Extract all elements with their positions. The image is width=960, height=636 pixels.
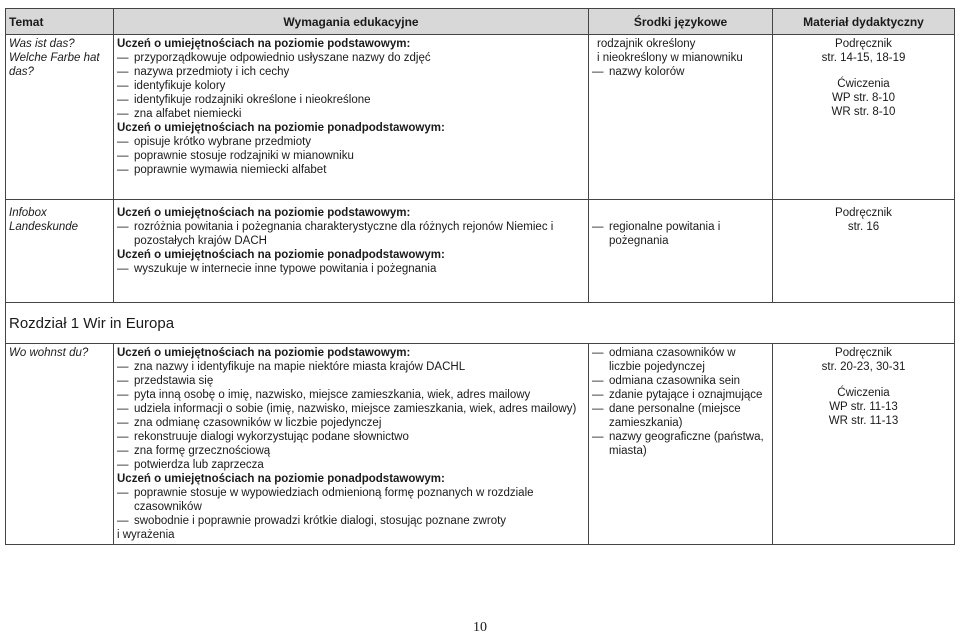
section-row: [6, 303, 955, 344]
exercises-label: Ćwiczenia: [837, 78, 890, 90]
list-item: — zna odmianę czasowników w liczbie pojedynczej: [117, 416, 585, 430]
topic-cell: [6, 35, 114, 200]
textbook-label: Podręcznik: [835, 207, 892, 219]
advanced-level-heading: Uczeń o umiejętnościach na poziomie ponadpodstawowym:: [117, 249, 445, 261]
list-item: — rozróżnia powitania i pożegnania charakterystyczne dla różnych rejonów Niemiec i pozostałych krajów DACH: [117, 220, 585, 248]
exercises-wp: WP str. 8-10: [831, 92, 896, 104]
header-materials: Materiał dydaktyczny: [773, 9, 955, 35]
exercises-wp: WP str. 11-13: [829, 401, 898, 413]
list-item: — udziela informacji o sobie (imię, nazwisko, miejsce zamieszkania, wiek, adres mailowy): [117, 402, 585, 416]
exercises-wr: WR str. 8-10: [831, 106, 896, 118]
list-item: — poprawnie wymawia niemiecki alfabet: [117, 163, 585, 177]
language-cell: [589, 344, 773, 545]
header-topic: Temat: [6, 9, 114, 35]
textbook-pages: str. 16: [847, 221, 880, 233]
basic-level-heading: Uczeń o umiejętnościach na poziomie podstawowym:: [117, 38, 411, 50]
topic-line: Infobox Landeskunde: [9, 207, 79, 233]
list-item: — wyszukuje w internecie inne typowe powitania i pożegnania: [117, 262, 585, 276]
header-requirements: Wymagania edukacyjne: [114, 9, 589, 35]
list-item: — poprawnie stosuje rodzajniki w mianowniku: [117, 149, 585, 163]
list-item: — identyfikuje rodzajniki określone i nieokreślone: [117, 93, 585, 107]
basic-list: [117, 220, 585, 248]
language-list: [592, 65, 769, 79]
list-item: — nazywa przedmioty i ich cechy: [117, 65, 585, 79]
topic-line: Welche Farbe hat das?: [9, 52, 100, 78]
materials-cell: [773, 200, 955, 303]
advanced-level-heading: Uczeń o umiejętnościach na poziomie ponadpodstawowym:: [117, 122, 445, 134]
header-row: [6, 9, 955, 35]
language-list: [592, 346, 769, 458]
topic-line: Wo wohnst du?: [9, 347, 89, 359]
page-number: 10: [473, 620, 487, 635]
advanced-list: [117, 486, 585, 528]
basic-level-heading: Uczeń o umiejętnościach na poziomie podstawowym:: [117, 207, 411, 219]
list-item: — identyfikuje kolory: [117, 79, 585, 93]
list-item: — opisuje krótko wybrane przedmioty: [117, 135, 585, 149]
topic-cell: [6, 344, 114, 545]
language-list: [592, 220, 769, 248]
section-title: Rozdział 1 Wir in Europa: [6, 303, 955, 344]
list-item: — odmiana czasowników w liczbie pojedynczej: [592, 346, 769, 374]
list-item: — pyta inną osobę o imię, nazwisko, miejsce zamieszkania, wiek, adres mailowy: [117, 388, 585, 402]
materials-cell: [773, 35, 955, 200]
table-row: [6, 344, 955, 545]
basic-list: [117, 360, 585, 472]
basic-level-heading: Uczeń o umiejętnościach na poziomie podstawowym:: [117, 347, 411, 359]
list-item: — zna nazwy i identyfikuje na mapie niektóre miasta krajów DACHL: [117, 360, 585, 374]
list-item: — zna formę grzecznościową: [117, 444, 585, 458]
list-item: — rekonstruuje dialogi wykorzystując podane słownictwo: [117, 430, 585, 444]
list-item: — przedstawia się: [117, 374, 585, 388]
list-item: — swobodnie i poprawnie prowadzi krótkie dialogi, stosując poznane zwroty: [117, 514, 585, 528]
language-cell: [589, 35, 773, 200]
list-item: — poprawnie stosuje w wypowiedziach odmienioną formę poznanych w rozdziale czasowników: [117, 486, 585, 514]
header-language: Środki językowe: [589, 9, 773, 35]
list-item: — nazwy geograficzne (państwa, miasta): [592, 430, 769, 458]
exercises-label: Ćwiczenia: [837, 387, 890, 399]
list-item: — nazwy kolorów: [592, 65, 769, 79]
table-row: [6, 200, 955, 303]
language-line: rodzajnik określony: [597, 38, 696, 50]
topic-line: Was ist das?: [9, 38, 75, 50]
textbook-label: Podręcznik: [835, 347, 892, 359]
table-row: [6, 35, 955, 200]
language-line: i nieokreślony w mianowniku: [597, 52, 743, 64]
requirements-cell: [114, 344, 589, 545]
textbook-pages: str. 14-15, 18-19: [821, 52, 906, 64]
advanced-level-heading: Uczeń o umiejętnościach na poziomie ponadpodstawowym:: [117, 473, 445, 485]
list-item: — zna alfabet niemiecki: [117, 107, 585, 121]
requirements-cell: [114, 35, 589, 200]
advanced-tail: i wyrażenia: [117, 529, 175, 541]
exercises-wr: WR str. 11-13: [828, 415, 899, 427]
list-item: — odmiana czasownika sein: [592, 374, 769, 388]
list-item: — potwierdza lub zaprzecza: [117, 458, 585, 472]
list-item: — zdanie pytające i oznajmujące: [592, 388, 769, 402]
advanced-list: [117, 135, 585, 177]
list-item: — dane personalne (miejsce zamieszkania): [592, 402, 769, 430]
list-item: — regionalne powitania i pożegnania: [592, 220, 769, 248]
requirements-cell: [114, 200, 589, 303]
advanced-list: [117, 262, 585, 276]
curriculum-table: [5, 8, 955, 545]
topic-cell: [6, 200, 114, 303]
list-item: — przyporządkowuje odpowiednio usłyszane nazwy do zdjęć: [117, 51, 585, 65]
textbook-label: Podręcznik: [835, 38, 892, 50]
textbook-pages: str. 20-23, 30-31: [821, 361, 906, 373]
materials-cell: [773, 344, 955, 545]
basic-list: [117, 51, 585, 121]
language-cell: [589, 200, 773, 303]
